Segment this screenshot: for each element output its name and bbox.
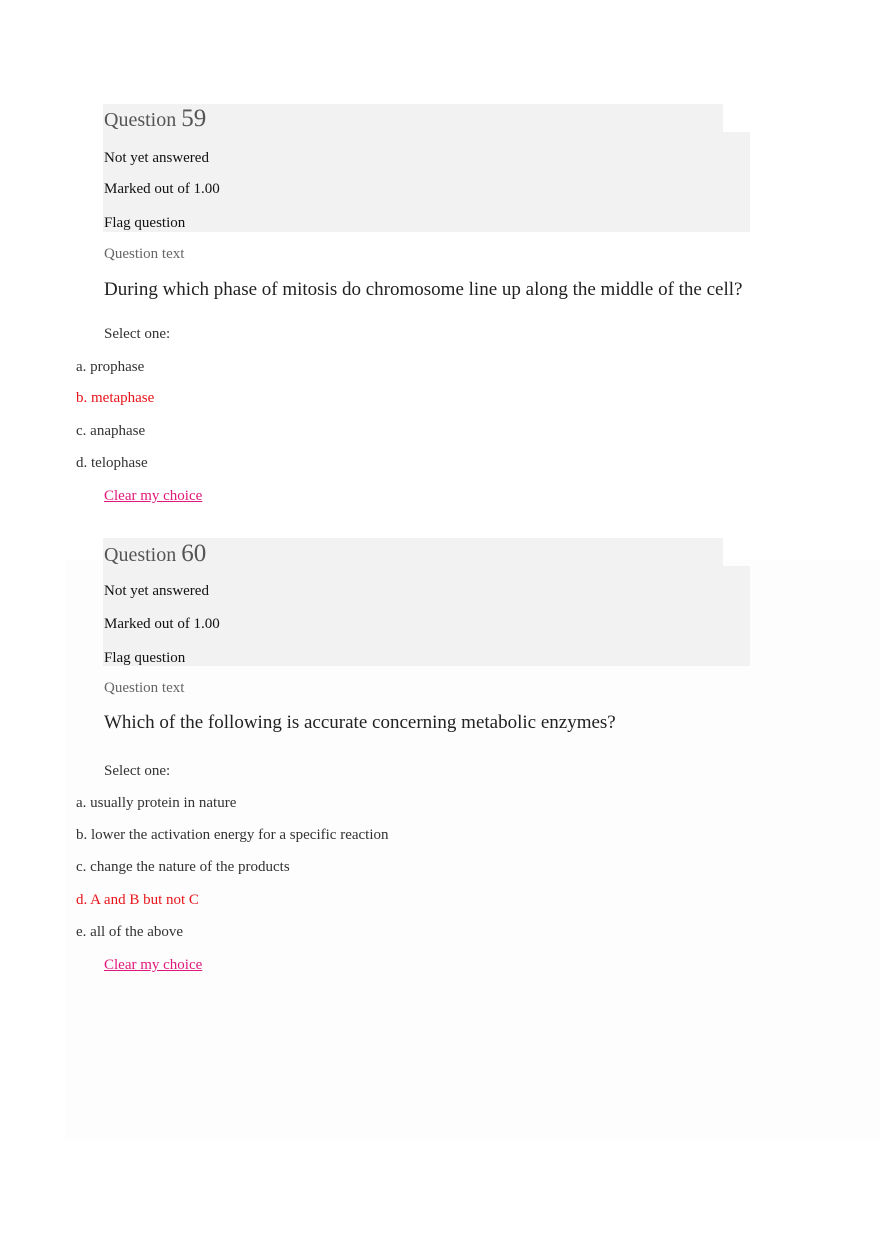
- question-number: 60: [181, 540, 207, 567]
- question-word: Question: [104, 109, 177, 131]
- question-status: Not yet answered: [104, 150, 209, 166]
- answer-option-a[interactable]: a. usually protein in nature: [76, 795, 237, 811]
- question-title: [104, 540, 206, 568]
- question-text: During which phase of mitosis do chromosome line up along the middle of the cell?: [104, 279, 743, 300]
- answer-option-b[interactable]: b. metaphase: [76, 390, 155, 406]
- question-title: [104, 105, 206, 133]
- question-word: Question: [104, 544, 177, 566]
- answer-option-b[interactable]: b. lower the activation energy for a specific reaction: [76, 827, 389, 843]
- question-number: 59: [181, 105, 207, 132]
- answer-option-c[interactable]: c. anaphase: [76, 423, 146, 439]
- flag-question-link[interactable]: Flag question: [104, 650, 186, 666]
- flag-question-link[interactable]: Flag question: [104, 215, 186, 231]
- question-text-label: Question text: [104, 246, 185, 262]
- question-status: Not yet answered: [104, 583, 209, 599]
- question-text-label: Question text: [104, 680, 185, 696]
- select-one-label: Select one:: [104, 326, 171, 342]
- select-one-label: Select one:: [104, 763, 171, 779]
- answer-option-d[interactable]: d. telophase: [76, 455, 148, 471]
- clear-my-choice-link[interactable]: Clear my choice: [104, 957, 203, 973]
- question-marks: Marked out of 1.00: [104, 181, 220, 197]
- answer-option-a[interactable]: a. prophase: [76, 359, 145, 375]
- question-marks: Marked out of 1.00: [104, 616, 220, 632]
- question-text: Which of the following is accurate concerning metabolic enzymes?: [104, 712, 616, 733]
- answer-option-c[interactable]: c. change the nature of the products: [76, 859, 290, 875]
- clear-my-choice-link[interactable]: Clear my choice: [104, 488, 203, 504]
- answer-option-d[interactable]: d. A and B but not C: [76, 892, 199, 908]
- answer-option-e[interactable]: e. all of the above: [76, 924, 184, 940]
